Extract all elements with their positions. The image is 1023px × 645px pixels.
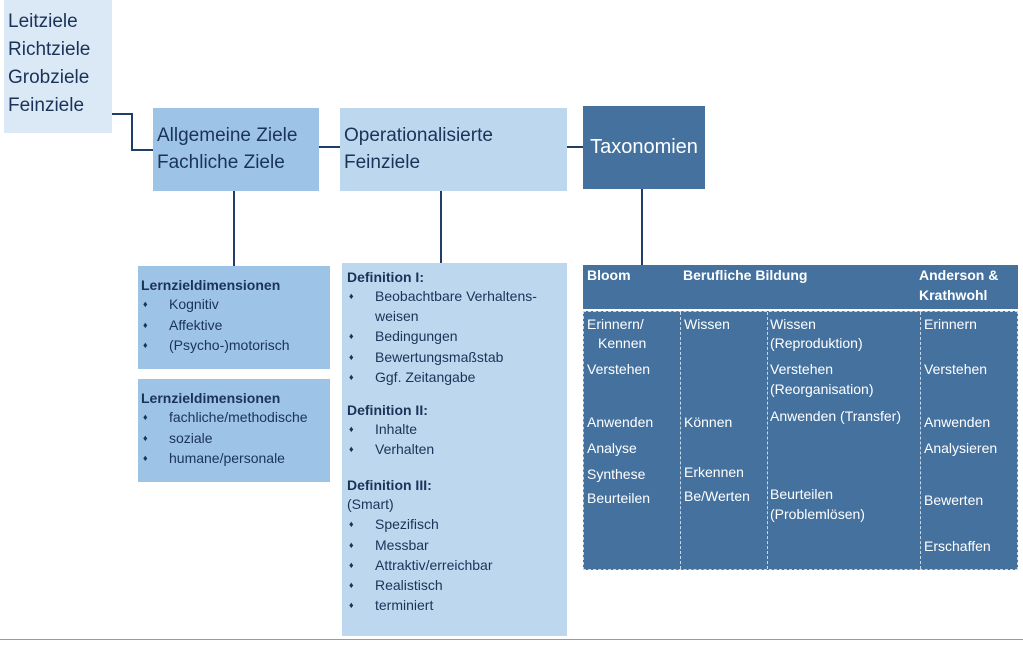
cell: Be/Werten (684, 488, 750, 504)
spacer (347, 459, 567, 476)
definition-1-list (347, 286, 567, 387)
level-richtziele: Richtziele (8, 39, 91, 60)
column-vocational-1 (680, 312, 767, 569)
definition-3-list (347, 514, 567, 615)
list-item-continuation-text: weisen (375, 308, 419, 325)
cell: Erinnern (924, 316, 977, 332)
list-item: ♦ humane/personale (141, 448, 330, 469)
list-item: ♦ Bewertungsmaßstab (347, 347, 567, 367)
cell: Erinnern/ (587, 316, 644, 332)
column-bloom (584, 312, 680, 569)
taxonomy-header (583, 265, 1018, 309)
list-item: ♦ Inhalte (347, 419, 567, 439)
list-item: ♦ Kognitiv (141, 294, 330, 315)
definition-3-title: Definition III: (347, 477, 432, 494)
cell: Verstehen (770, 361, 834, 377)
cell: Beurteilen (587, 490, 651, 506)
list-item: ♦ Verhalten (347, 439, 567, 459)
connector-allg-oper (319, 146, 340, 148)
list-item: ♦ Affektive (141, 315, 330, 336)
operationalized-label-line1: Operationalisierte (344, 125, 493, 146)
cell: (Problemlösen) (770, 506, 865, 522)
level-feinziele: Feinziele (8, 95, 85, 116)
list-item: ♦ Ggf. Zeitangabe (347, 367, 567, 387)
list-item-continuation (347, 306, 567, 326)
header-vocational-education: Berufliche Bildung (683, 267, 808, 283)
connector-taxo-down (641, 189, 643, 265)
operationalized-goals-box (340, 108, 567, 191)
learning-dimensions-box-2 (138, 379, 330, 482)
list-item: ♦ Messbar (347, 535, 567, 555)
cell: Können (684, 414, 733, 430)
column-vocational-2 (767, 312, 920, 569)
column-anderson-krathwohl (920, 312, 1018, 569)
definition-2-list (347, 419, 567, 459)
list-item: ♦ fachliche/methodische (141, 407, 330, 428)
cell: Anwenden (924, 414, 991, 430)
general-goals-label: Allgemeine Ziele (157, 125, 298, 146)
definition-1-title: Definition I: (347, 269, 424, 285)
learning-dimensions-list-1 (141, 294, 330, 356)
cell: Wissen (770, 316, 816, 332)
connector-levels-h2 (131, 149, 153, 151)
bottom-divider (0, 639, 1023, 640)
cell: Analyse (587, 440, 637, 456)
list-item: ♦ Spezifisch (347, 514, 567, 534)
cell: Analysieren (924, 440, 998, 456)
connector-levels-h1 (112, 113, 132, 115)
goal-levels-box (4, 0, 112, 133)
cell: Anwenden (587, 414, 654, 430)
cell: Verstehen (587, 361, 651, 377)
taxonomy-table (583, 311, 1018, 570)
cell: Anwenden (Transfer) (770, 408, 901, 424)
connector-levels-v (131, 113, 133, 151)
spacer (347, 387, 567, 401)
connector-oper-taxo (567, 146, 583, 148)
list-item: ♦ Bedingungen (347, 326, 567, 346)
general-goals-box (153, 108, 319, 191)
header-anderson-line2: Krathwohl (919, 287, 988, 303)
taxonomies-box (583, 106, 705, 189)
list-item: ♦ terminiert (347, 595, 567, 615)
list-item: ♦ Attraktiv/erreichbar (347, 555, 567, 575)
cell: Bewerten (924, 492, 984, 508)
cell: Beurteilen (770, 486, 834, 502)
cell: Kennen (598, 335, 647, 351)
cell: (Reorganisation) (770, 381, 874, 397)
header-bloom: Bloom (587, 267, 631, 283)
list-item: ♦ (Psycho-)motorisch (141, 335, 330, 356)
learning-dimensions-list-2 (141, 407, 330, 469)
connector-oper-down (440, 191, 442, 263)
definition-2-title: Definition II: (347, 402, 428, 419)
definition-3-note: (Smart) (347, 496, 394, 513)
learning-dimensions-box-1 (138, 266, 330, 369)
subject-goals-label: Fachliche Ziele (157, 152, 285, 173)
cell: Synthese (587, 466, 646, 482)
cell: Wissen (684, 316, 730, 332)
taxonomies-label: Taxonomien (590, 136, 698, 158)
definitions-box (342, 263, 567, 636)
cell: Verstehen (924, 361, 988, 377)
list-item: ♦ Realistisch (347, 575, 567, 595)
learning-dimensions-title-2: Lernzieldimensionen (141, 390, 281, 406)
header-anderson-line1: Anderson & (919, 267, 999, 283)
list-item: ♦ soziale (141, 428, 330, 449)
connector-allg-down (233, 191, 235, 266)
list-item: ♦ Beobachtbare Verhaltens- (347, 286, 567, 306)
cell: Erschaffen (924, 538, 991, 554)
operationalized-label-line2: Feinziele (344, 152, 421, 173)
learning-dimensions-title-1: Lernzieldimensionen (141, 277, 281, 293)
level-grobziele: Grobziele (8, 67, 90, 88)
cell: Erkennen (684, 464, 744, 480)
level-leitziele: Leitziele (8, 11, 78, 32)
cell: (Reproduktion) (770, 335, 863, 351)
